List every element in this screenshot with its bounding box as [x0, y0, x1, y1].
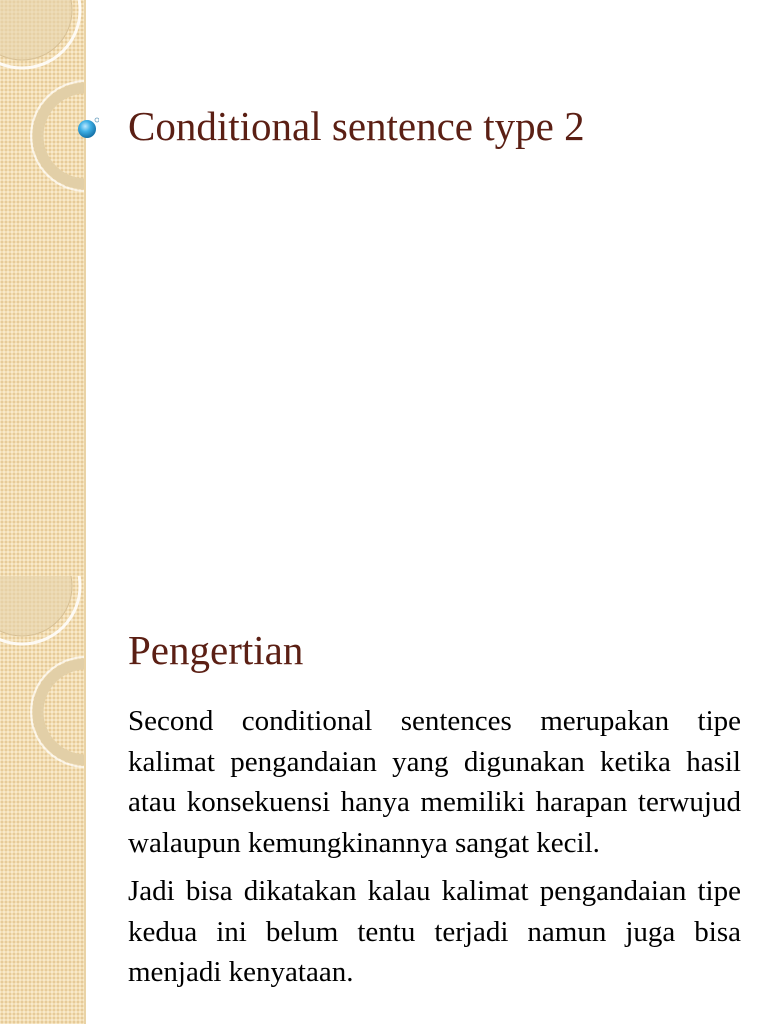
decorative-side-band	[0, 0, 84, 576]
band-edge-divider	[84, 0, 86, 576]
band-edge-divider	[84, 576, 86, 1024]
decorative-rings-icon	[0, 0, 84, 200]
decorative-rings-icon	[0, 576, 84, 776]
paragraph: Second conditional sentences merupakan tipe kalimat pengandaian yang digunakan ketika hasil atau konsekuensi hanya memiliki harapan terwujud walaupun kemungkinannya sangat kecil.	[128, 705, 741, 859]
slide-title: Pengertian	[128, 627, 304, 673]
slide-2	[0, 576, 768, 1024]
paragraph: Jadi bisa dikatakan kalau kalimat pengandaian tipe kedua ini belum tentu terjadi namun juga bisa menjadi kenyataan.	[128, 875, 741, 988]
blue-orb-bullet-icon	[75, 116, 99, 140]
slide-content	[128, 701, 741, 1001]
slide-title: Conditional sentence type 2	[128, 103, 585, 149]
decorative-side-band	[0, 576, 84, 1024]
